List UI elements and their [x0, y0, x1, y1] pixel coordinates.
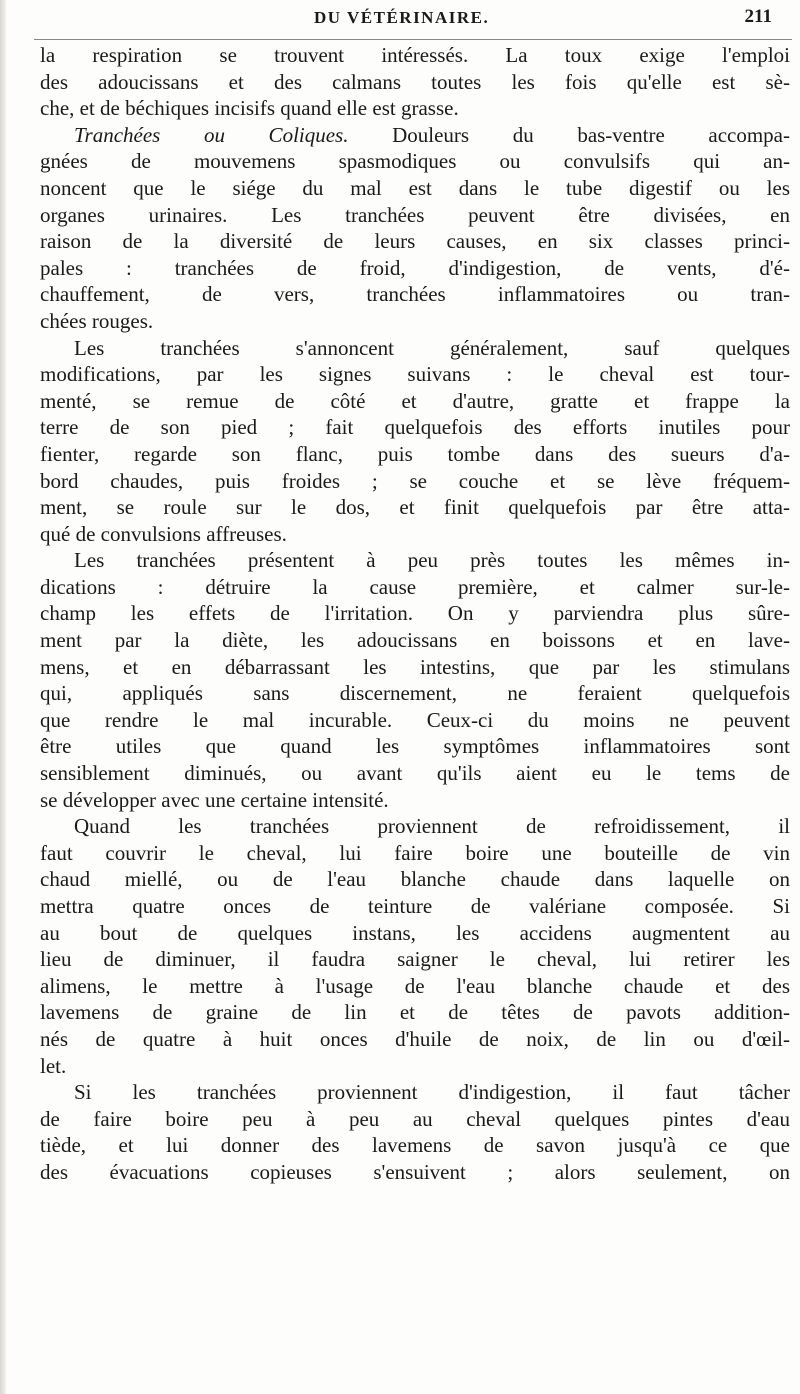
line-text: ment, se roule sur le dos, et finit quelquefois par être atta-: [40, 495, 790, 520]
text-line: [40, 521, 790, 548]
text-line: [40, 69, 790, 96]
line-text: des adoucissans et des calmans toutes les fois qu'elle est sè-: [40, 69, 790, 94]
text-line: [40, 494, 790, 521]
line-text: au bout de quelques instans, les accidens augmentent au: [40, 920, 790, 945]
line-text: pales : tranchées de froid, d'indigestion, de vents, d'é-: [40, 255, 790, 280]
line-text: let.: [40, 1053, 67, 1078]
line-text: chauffement, de vers, tranchées inflammatoires ou tran-: [40, 282, 790, 307]
line-text: Si les tranchées proviennent d'indigestion, il faut tâcher: [74, 1080, 790, 1105]
text-line: [40, 920, 790, 947]
text-line: [40, 388, 790, 415]
line-text: che, et de béchiques incisifs quand elle est grasse.: [40, 96, 459, 121]
text-line: [40, 1132, 790, 1159]
line-text: champ les effets de l'irritation. On y parviendra plus sûre-: [40, 601, 790, 626]
line-text: alimens, le mettre à l'usage de l'eau blanche chaude et des: [40, 973, 790, 998]
line-text: lieu de diminuer, il faudra saigner le cheval, lui retirer les: [40, 947, 790, 972]
body-text: [40, 42, 790, 1186]
line-text: Les tranchées s'annoncent généralement, sauf quelques: [74, 335, 790, 360]
binding-edge: [0, 0, 6, 1394]
line-text: Douleurs du bas-ventre accompa-: [348, 122, 790, 147]
text-line: [40, 1026, 790, 1053]
line-text: mettra quatre onces de teinture de valériane composée. Si: [40, 894, 790, 918]
line-text: terre de son pied ; fait quelquefois des efforts inutiles pour: [40, 415, 790, 440]
line-text: gnées de mouvemens spasmodiques ou convulsifs qui an-: [40, 149, 790, 174]
text-line: [40, 840, 790, 867]
text-line: [40, 574, 790, 601]
line-text: menté, se remue de côté et d'autre, gratte et frappe la: [40, 388, 790, 413]
text-line: [40, 547, 790, 574]
line-text: se développer avec une certaine intensité.: [40, 787, 389, 812]
line-text: chaud miellé, ou de l'eau blanche chaude dans laquelle on: [40, 867, 790, 892]
text-line: [40, 600, 790, 627]
text-line: [40, 281, 790, 308]
text-line: [40, 414, 790, 441]
line-text: chées rouges.: [40, 308, 154, 333]
line-text: des évacuations copieuses s'ensuivent ; alors seulement, on: [40, 1159, 790, 1184]
page-number: 211: [744, 6, 772, 27]
text-line: [40, 787, 790, 814]
text-line: [40, 228, 790, 255]
header-rule: [34, 39, 792, 40]
text-line: [40, 175, 790, 202]
line-text: de faire boire peu à peu au cheval quelques pintes d'eau: [40, 1106, 790, 1131]
text-line: [40, 1106, 790, 1133]
running-header: [34, 6, 800, 40]
line-text: dications : détruire la cause première, et calmer sur-le-: [40, 574, 790, 599]
line-text: lavemens de graine de lin et de têtes de pavots addition-: [40, 1000, 790, 1025]
line-text: tiède, et lui donner des lavemens de savon jusqu'à ce que: [40, 1133, 790, 1158]
text-line: [40, 308, 790, 335]
text-line: [40, 202, 790, 229]
line-text: ment par la diète, les adoucissans en boissons et en lave-: [40, 628, 790, 653]
text-line: [40, 1159, 790, 1186]
line-text: être utiles que quand les symptômes inflammatoires sont: [40, 734, 790, 759]
text-line: [40, 42, 790, 69]
text-line: [40, 468, 790, 495]
text-line: [40, 813, 790, 840]
text-line: [40, 760, 790, 787]
line-text: faut couvrir le cheval, lui faire boire une bouteille de vin: [40, 840, 790, 865]
line-text: Les tranchées présentent à peu près toutes les mêmes in-: [74, 548, 790, 573]
running-title: DU VÉTÉRINAIRE.: [314, 8, 490, 27]
text-line: [40, 441, 790, 468]
line-text: la respiration se trouvent intéressés. La toux exige l'emploi: [40, 43, 790, 67]
text-line: [40, 1053, 790, 1080]
text-line: [40, 95, 790, 122]
text-line: [40, 946, 790, 973]
line-text: noncent que le siége du mal est dans le tube digestif ou les: [40, 175, 790, 200]
line-text: sensiblement diminués, ou avant qu'ils aient eu le tems de: [40, 761, 790, 786]
line-text: nés de quatre à huit onces d'huile de noix, de lin ou d'œil-: [40, 1026, 790, 1051]
text-line: [40, 680, 790, 707]
section-heading: Tranchées ou Coliques.: [74, 122, 349, 147]
text-line: [40, 999, 790, 1026]
line-text: que rendre le mal incurable. Ceux-ci du moins ne peuvent: [40, 707, 790, 732]
text-line: [40, 255, 790, 282]
text-line: [40, 733, 790, 760]
line-text: fienter, regarde son flanc, puis tombe dans des sueurs d'a-: [40, 441, 790, 466]
text-line: [40, 122, 790, 149]
text-line: [40, 627, 790, 654]
line-text: modifications, par les signes suivans : le cheval est tour-: [40, 362, 790, 387]
line-text: bord chaudes, puis froides ; se couche et se lève fréquem-: [40, 468, 790, 493]
text-line: [40, 1079, 790, 1106]
line-text: mens, et en débarrassant les intestins, que par les stimulans: [40, 654, 790, 679]
text-line: [40, 335, 790, 362]
text-line: [40, 361, 790, 388]
text-line: [40, 148, 790, 175]
line-text: qué de convulsions affreuses.: [40, 521, 287, 546]
line-text: qui, appliqués sans discernement, ne feraient quelquefois: [40, 681, 790, 706]
text-line: [40, 707, 790, 734]
line-text: raison de la diversité de leurs causes, en six classes princi-: [40, 229, 790, 254]
text-line: [40, 893, 790, 920]
text-line: [40, 866, 790, 893]
line-text: Quand les tranchées proviennent de refroidissement, il: [74, 814, 790, 839]
line-text: organes urinaires. Les tranchées peuvent être divisées, en: [40, 202, 790, 227]
text-line: [40, 654, 790, 681]
text-line: [40, 973, 790, 1000]
